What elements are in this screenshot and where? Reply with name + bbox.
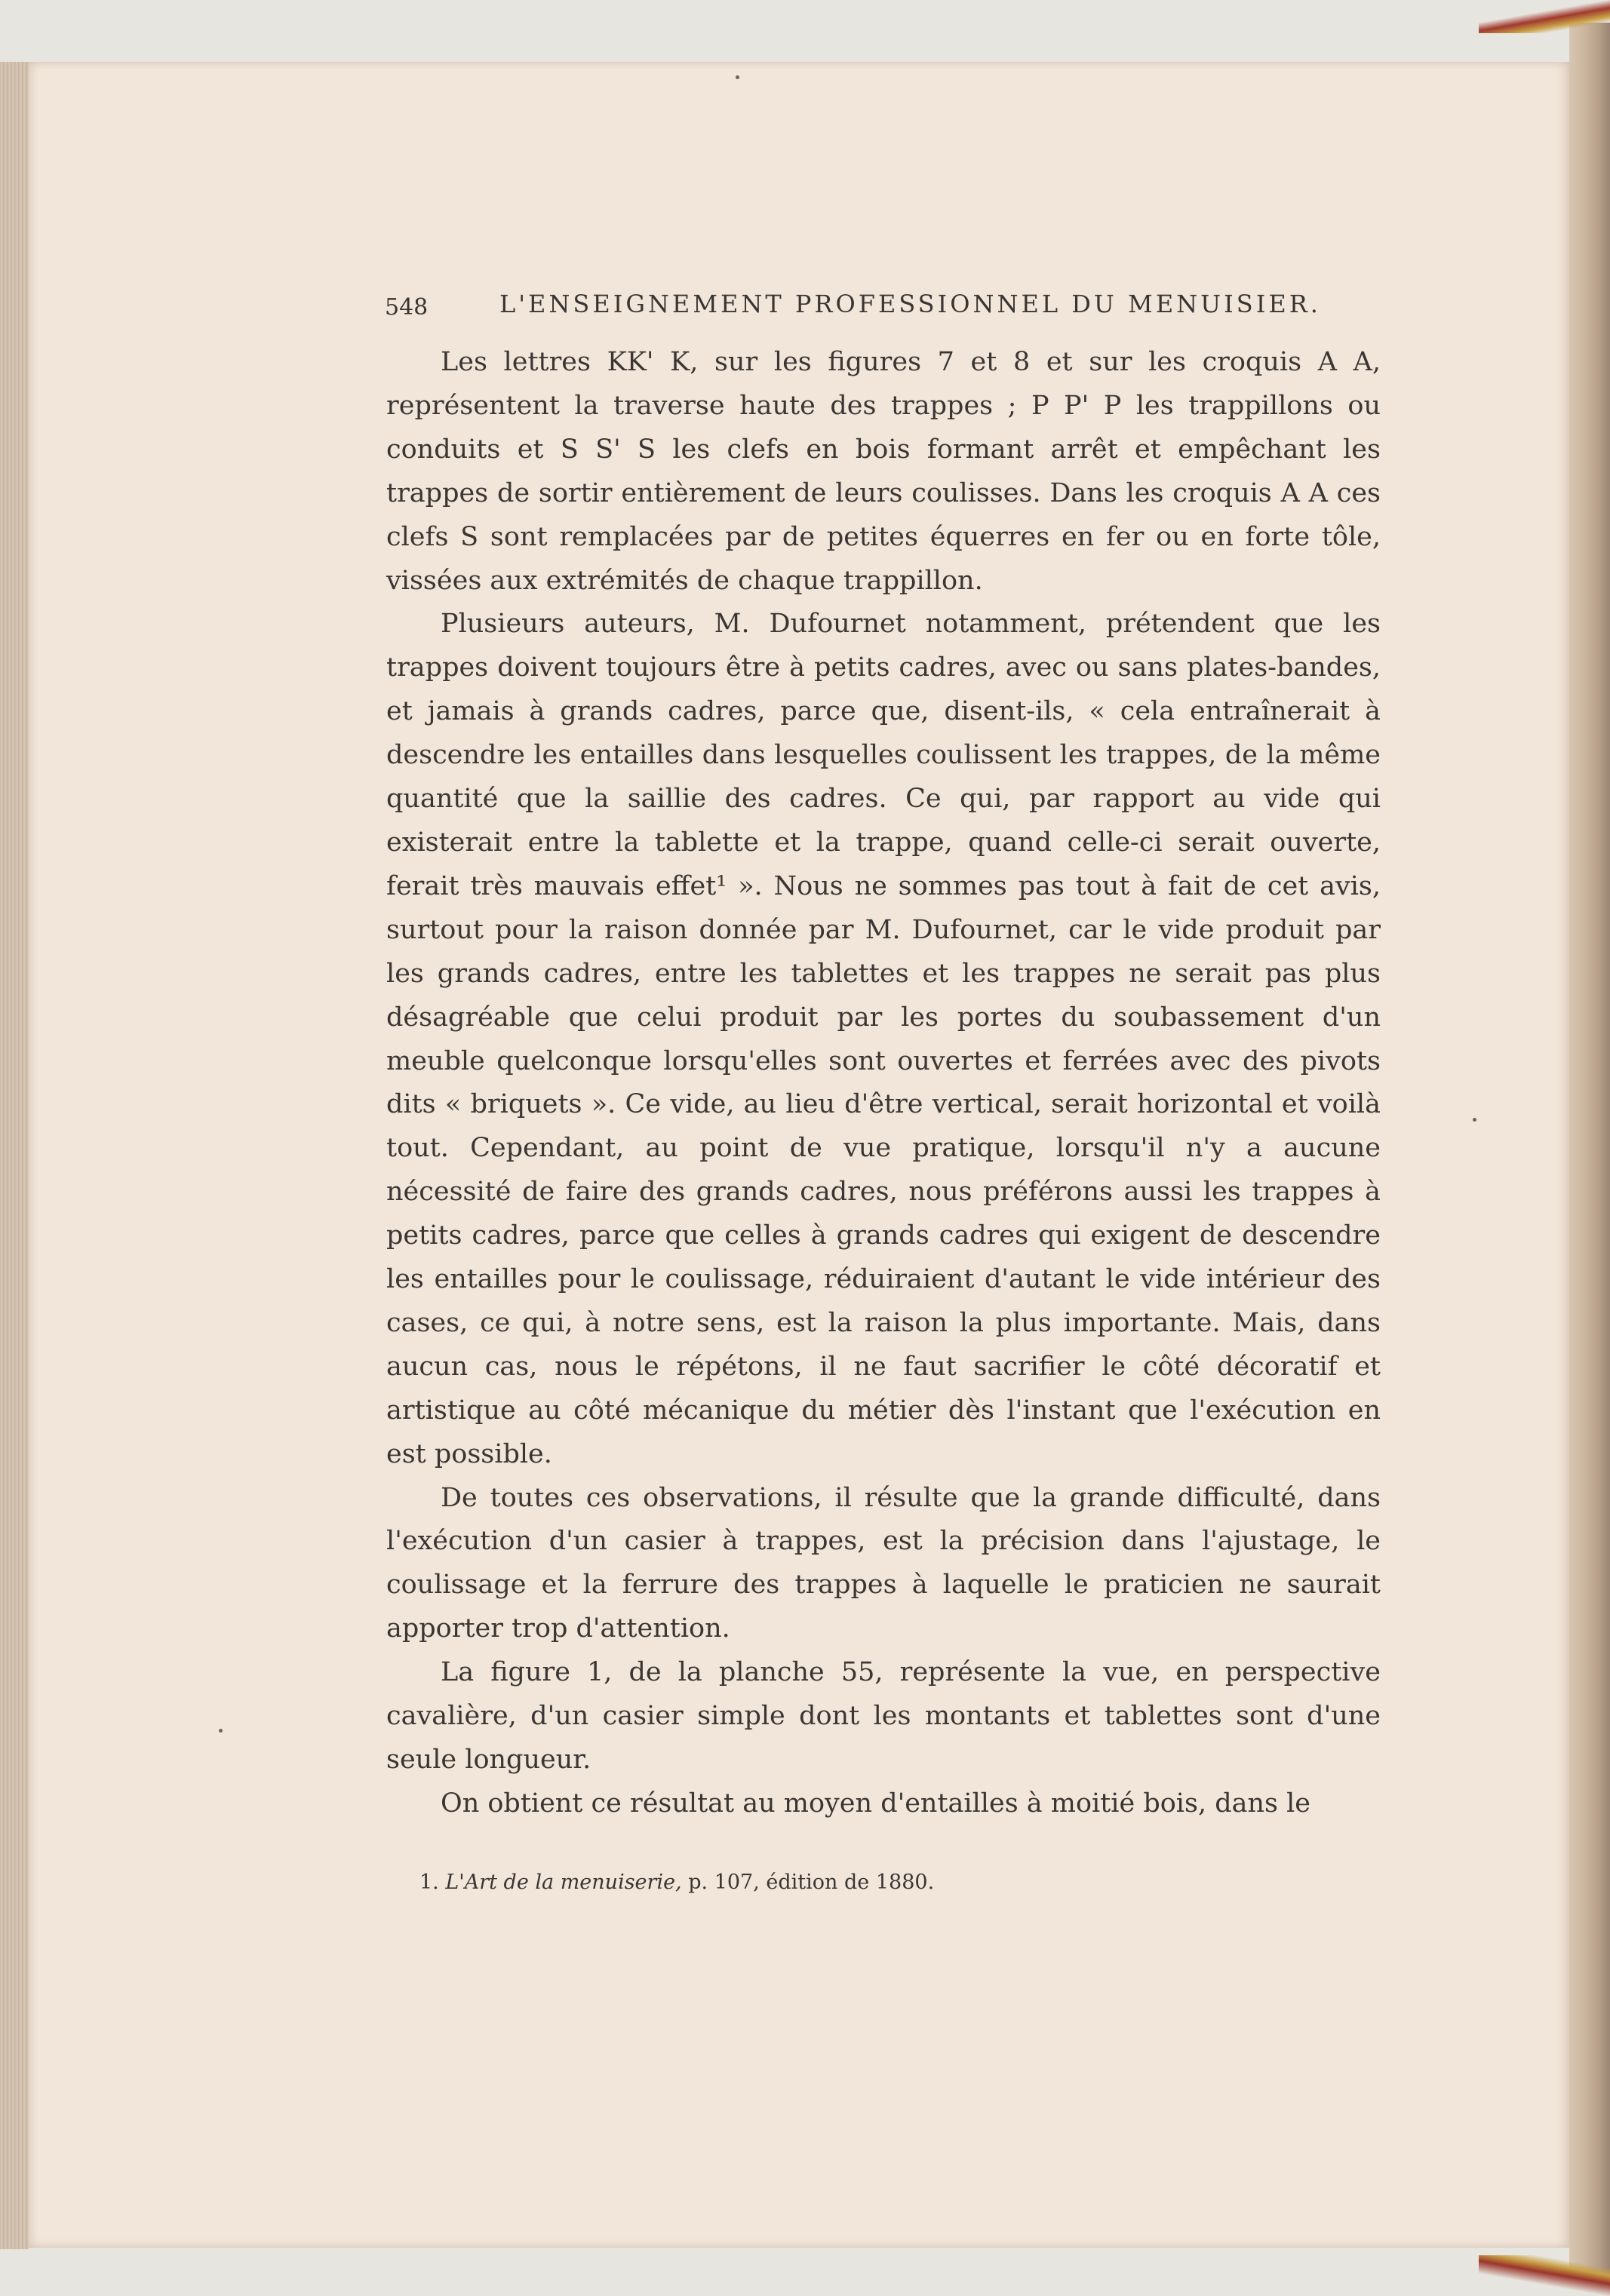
footnote-text: p. 107, édition de 1880.	[688, 1871, 935, 1894]
left-page-edges	[0, 62, 29, 2249]
paragraph: Les lettres KK' K, sur les figures 7 et 8 et sur les croquis A A, représentent la traverse haute des trappes ; P P' P les trappillons ou conduits et S S' S les clefs en bois formant arrêt et empêchant les trappes de sortir entièrement de leurs coulisses. Dans les croquis A A ces clefs S sont remplacées par de petites équerres en fer ou en forte tôle, vissées aux extrémités de chaque trappillon.	[386, 347, 1381, 596]
footnote-title: L'Art de la menuiserie,	[445, 1871, 682, 1894]
body-text	[386, 341, 1381, 1826]
paper-speck	[1473, 1118, 1476, 1122]
paper-speck	[219, 1729, 223, 1733]
paper-speck	[736, 75, 739, 79]
paragraph: De toutes ces observations, il résulte que la grande difficulté, dans l'exécution d'un casier à trappes, est la précision dans l'ajustage, le coulissage et la ferrure des trappes à laquelle le praticien ne saurait apporter trop d'attention.	[386, 1482, 1381, 1644]
paragraph: On obtient ce résultat au moyen d'entailles à moitié bois, dans le	[441, 1788, 1311, 1819]
footnote	[419, 1871, 1325, 1894]
paragraph: Plusieurs auteurs, M. Dufournet notamment, prétendent que les trappes doivent toujours être à petits cadres, avec ou sans plates-bandes, et jamais à grands cadres, parce que, disent-ils, « cela entraînerait à descendre les entailles dans lesquelles coulissent les trappes, de la même quantité que la saillie des cadres. Ce qui, par rapport au vide qui existerait entre la tablette et la trappe, quand celle-ci serait ouverte, ferait très mauvais effet¹ ». Nous ne sommes pas tout à fait de cet avis, surtout pour la raison donnée par M. Dufournet, car le vide produit par les grands cadres, entre les tablettes et les trappes ne serait pas plus désagréable que celui produit par les portes du soubassement d'un meuble quelconque lorsqu'elles sont ouvertes et ferrées avec des pivots dits « briquets ». Ce vide, au lieu d'être vertical, serait horizontal et voilà tout. Cependant, au point de vue pratique, lorsqu'il n'y a aucune nécessité de faire des grands cadres, nous préférons aussi les trappes à petits cadres, parce que celles à grands cadres qui exigent de descendre les entailles pour le coulissage, réduiraient d'autant le vide intérieur des cases, ce qui, à notre sens, est la raison la plus importante. Mais, dans aucun cas, nous le répétons, il ne faut sacrifier le côté décoratif et artistique au côté mécanique du métier dès l'instant que l'exécution en est possible.	[386, 609, 1381, 1469]
running-title: L'ENSEIGNEMENT PROFESSIONNEL DU MENUISIER.	[499, 290, 1321, 318]
page-header	[385, 290, 1321, 327]
bookmark-ribbon-top	[1479, 0, 1610, 33]
footnote-number: 1.	[419, 1871, 439, 1894]
right-book-binding	[1569, 23, 1610, 2278]
bookmark-ribbon-bottom	[1479, 2255, 1610, 2296]
paragraph: La figure 1, de la planche 55, représente la vue, en perspective cavalière, d'un casier simple dont les montants et tablettes sont d'une seule longueur.	[386, 1657, 1381, 1775]
page-number: 548	[385, 294, 429, 321]
